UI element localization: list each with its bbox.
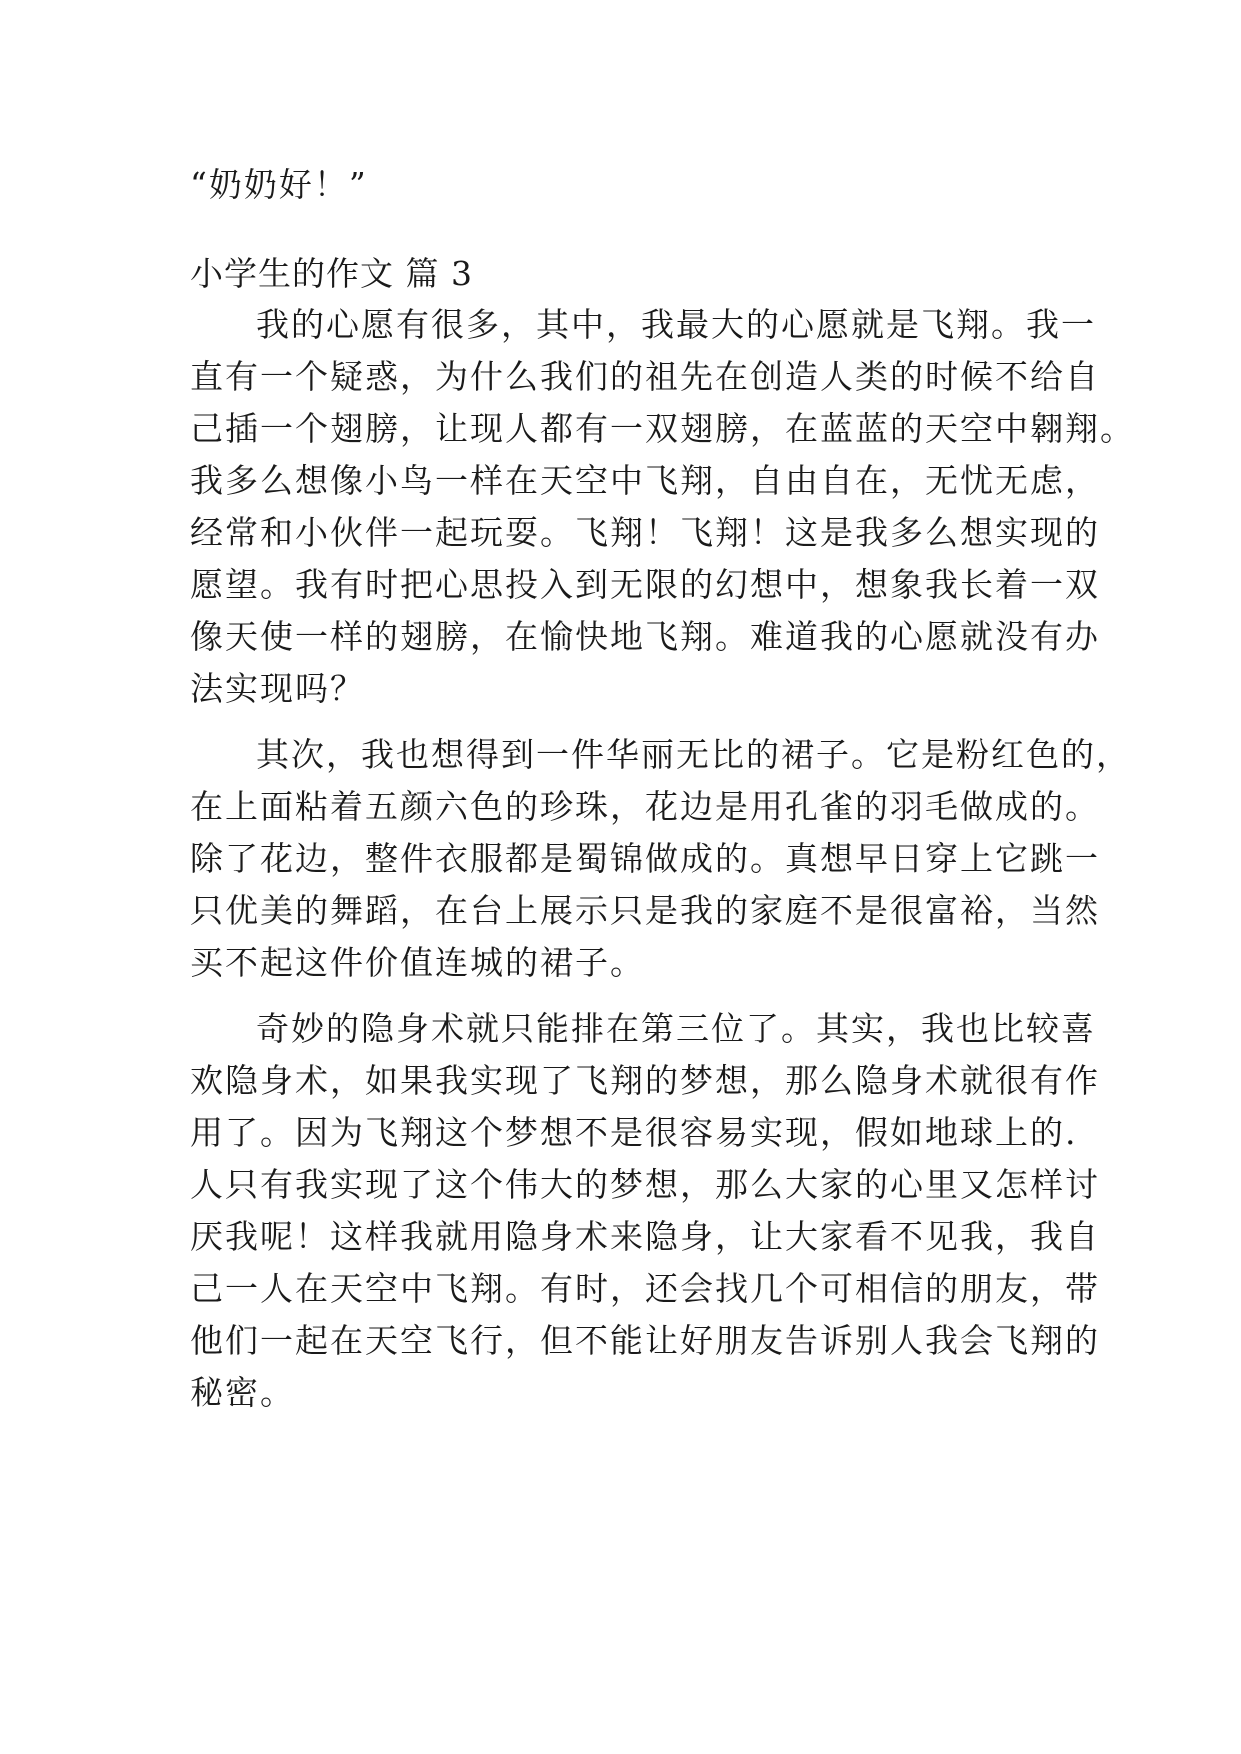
greeting-line: “奶奶好！” — [190, 165, 368, 204]
paragraph-line: 愿望。我有时把心思投入到无限的幻想中，想象我长着一双 — [190, 565, 1100, 604]
paragraph-line: 欢隐身术，如果我实现了飞翔的梦想，那么隐身术就很有作 — [190, 1061, 1100, 1100]
paragraph-line: 厌我呢！这样我就用隐身术来隐身，让大家看不见我，我自 — [190, 1217, 1100, 1256]
essay-heading: 小学生的作文 篇 3 — [190, 254, 473, 293]
paragraph-line: 己一人在天空中飞翔。有时，还会找几个可相信的朋友，带 — [190, 1269, 1100, 1308]
paragraph-line: 除了花边，整件衣服都是蜀锦做成的。真想早日穿上它跳一 — [190, 839, 1100, 878]
paragraph-line: 只优美的舞蹈，在台上展示只是我的家庭不是很富裕，当然 — [190, 891, 1100, 930]
paragraph-line: 像天使一样的翅膀，在愉快地飞翔。难道我的心愿就没有办 — [190, 617, 1100, 656]
paragraph-line: 我的心愿有很多，其中，我最大的心愿就是飞翔。我一 — [256, 305, 1096, 344]
paragraph-line: 法实现吗？ — [190, 669, 365, 708]
paragraph-line: 其次，我也想得到一件华丽无比的裙子。它是粉红色的， — [256, 735, 1131, 774]
paragraph-line: 秘密。 — [190, 1373, 295, 1412]
paragraph-line: 他们一起在天空飞行，但不能让好朋友告诉别人我会飞翔的 — [190, 1321, 1100, 1360]
paragraph-line: 己插一个翅膀，让现人都有一双翅膀，在蓝蓝的天空中翱翔。 — [190, 409, 1135, 448]
paragraph-line: 用了。因为飞翔这个梦想不是很容易实现，假如地球上的. — [190, 1113, 1078, 1152]
paragraph-line: 在上面粘着五颜六色的珍珠，花边是用孔雀的羽毛做成的。 — [190, 787, 1100, 826]
paragraph-line: 人只有我实现了这个伟大的梦想，那么大家的心里又怎样讨 — [190, 1165, 1100, 1204]
paragraph-line: 直有一个疑惑，为什么我们的祖先在创造人类的时候不给自 — [190, 357, 1100, 396]
paragraph-line: 买不起这件价值连城的裙子。 — [190, 943, 645, 982]
paragraph-line: 经常和小伙伴一起玩耍。飞翔！飞翔！这是我多么想实现的 — [190, 513, 1100, 552]
paragraph-line: 我多么想像小鸟一样在天空中飞翔，自由自在，无忧无虑， — [190, 461, 1100, 500]
paragraph-line: 奇妙的隐身术就只能排在第三位了。其实，我也比较喜 — [256, 1009, 1096, 1048]
